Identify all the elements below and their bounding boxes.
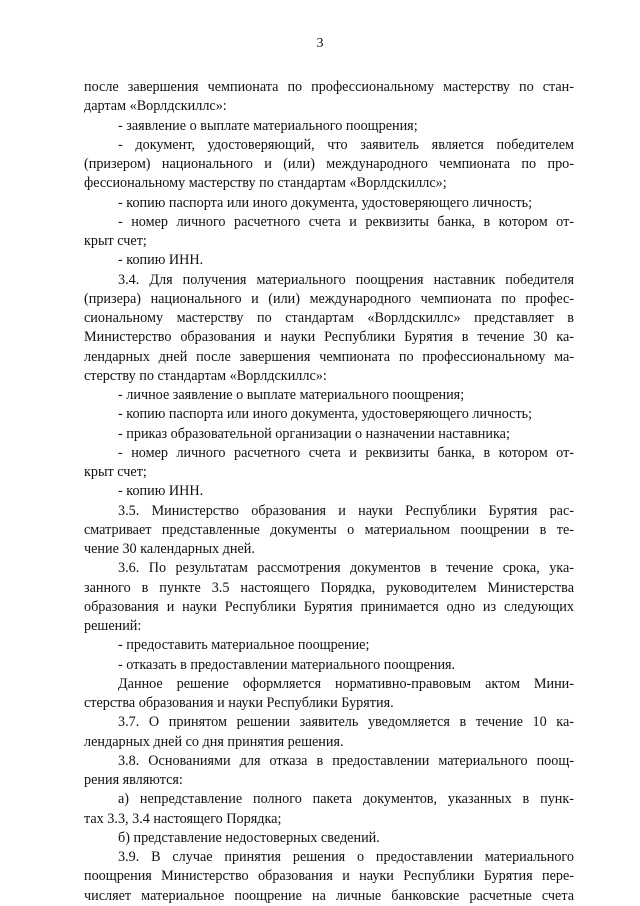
text-line: крыт счет; bbox=[84, 464, 147, 480]
text-line: (призера) национального и (или) международного чемпионата по профес- bbox=[84, 290, 574, 307]
text-line: - приказ образовательной организации о назначении наставника; bbox=[118, 425, 510, 442]
text-line: решений: bbox=[84, 618, 142, 634]
document-body bbox=[84, 78, 574, 906]
text-line: - номер личного расчетного счета и реквизиты банка, в котором от- bbox=[118, 444, 574, 461]
text-line: рения являются: bbox=[84, 772, 183, 788]
text-line: 3.9. В случае принятия решения о предоставлении материального bbox=[118, 849, 574, 865]
text-line: (призером) национального и (или) международного чемпионата по про- bbox=[84, 156, 574, 172]
text-line: Министерство образования и науки Республики Бурятия в течение 30 ка- bbox=[84, 329, 574, 346]
page-number: 3 bbox=[316, 36, 324, 51]
text-line: крыт счет; bbox=[84, 233, 147, 249]
text-line: числяет материальное поощрение на личные банковские расчетные счета bbox=[84, 887, 574, 904]
text-line: - отказать в предоставлении материального поощрения. bbox=[118, 656, 456, 673]
text-line: - документ, удостоверяющий, что заявитель является победителем bbox=[118, 136, 574, 153]
text-line: 3.7. О принятом решении заявитель уведомляется в течение 10 ка- bbox=[118, 714, 574, 731]
text-line: - копию паспорта или иного документа, удостоверяющего личность; bbox=[118, 194, 533, 211]
text-line: 3.6. По результатам рассмотрения документов в течение срока, ука- bbox=[118, 560, 574, 577]
text-line: лендарных дней со дня принятия решения. bbox=[84, 733, 344, 750]
text-line: - копию паспорта или иного документа, удостоверяющего личность; bbox=[118, 406, 533, 423]
text-line: образования и науки Республики Бурятия принимается одно из следующих bbox=[84, 598, 574, 615]
text-line: б) представление недостоверных сведений. bbox=[118, 829, 380, 846]
text-line: сматривает представленные документы о материальном поощрении в те- bbox=[84, 521, 574, 538]
text-line: - копию ИНН. bbox=[118, 483, 204, 500]
text-line: - копию ИНН. bbox=[118, 252, 204, 269]
text-line: 3.5. Министерство образования и науки Республики Бурятия рас- bbox=[118, 502, 574, 519]
text-line: Данное решение оформляется нормативно-правовым актом Мини- bbox=[118, 675, 574, 692]
text-line: лендарных дней после завершения чемпионата по профессиональному ма- bbox=[84, 348, 574, 365]
text-line: фессиональному мастерству по стандартам «Ворлдскиллс»; bbox=[84, 175, 447, 192]
text-line: дартам «Ворлдскиллс»: bbox=[84, 98, 227, 115]
text-line: стерства образования и науки Республики Бурятия. bbox=[84, 695, 394, 711]
text-line: - предоставить материальное поощрение; bbox=[118, 637, 370, 654]
text-line: - заявление о выплате материального поощрения; bbox=[118, 117, 418, 134]
text-line: поощрения Министерство образования и науки Республики Бурятия пере- bbox=[84, 868, 574, 885]
text-line: - личное заявление о выплате материального поощрения; bbox=[118, 387, 465, 403]
text-line: 3.8. Основаниями для отказа в предоставлении материального поощ- bbox=[118, 752, 574, 769]
text-line: после завершения чемпионата по профессиональному мастерству по стан- bbox=[84, 79, 574, 95]
text-line: а) непредставление полного пакета документов, указанных в пунк- bbox=[118, 791, 574, 808]
text-line: занного в пункте 3.5 настоящего Порядка, руководителем Министерства bbox=[84, 579, 574, 596]
text-line: чение 30 календарных дней. bbox=[84, 541, 255, 557]
text-line: тах 3.3, 3.4 настоящего Порядка; bbox=[84, 810, 282, 827]
text-line: стерству по стандартам «Ворлдскиллс»: bbox=[84, 367, 327, 384]
text-line: сиональному мастерству по стандартам «Ворлдскиллс» представляет в bbox=[84, 310, 574, 326]
text-line: 3.4. Для получения материального поощрения наставник победителя bbox=[118, 271, 574, 288]
text-line: - номер личного расчетного счета и реквизиты банка, в котором от- bbox=[118, 213, 574, 230]
